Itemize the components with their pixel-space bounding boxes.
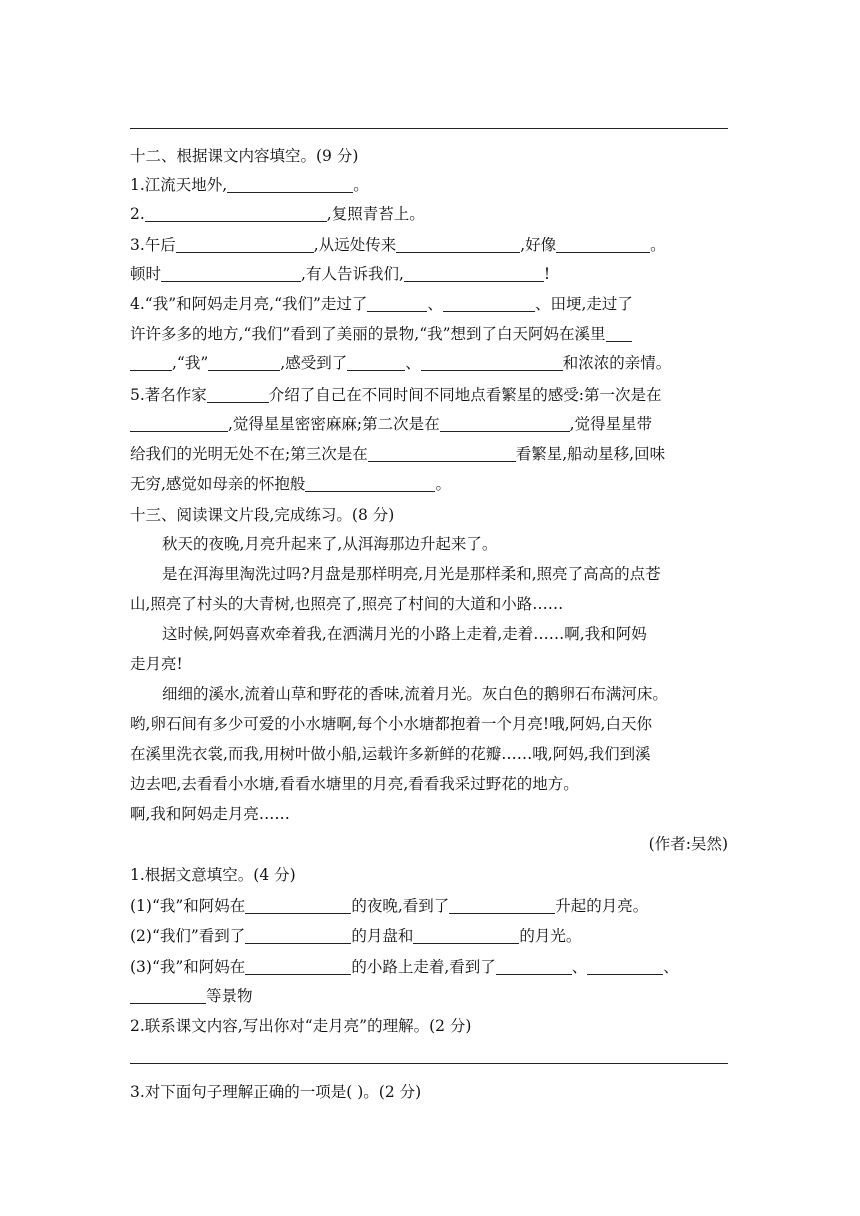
question-13-1-3-cont: 等景物 [130,986,750,1006]
question-13-1: 1.根据文意填空。(4 分) [130,866,296,884]
question-13-1-3: (3)“我”和阿妈在 的小路上走着,看到了 、 、 [130,958,679,976]
question-12-5: 5.著名作家 介绍了自己在不同时间不同地点看繁星的感受:第一次是在 [130,386,662,404]
answer-blank[interactable] [587,959,663,975]
answer-blank[interactable] [245,898,351,914]
passage-paragraph-4-cont3: 边去吧,去看看小水塘,看看水塘里的月亮,看看我采过野花的地方。 [130,775,579,793]
question-12-2: 2. ,复照青苔上。 [130,205,425,223]
answer-blank[interactable] [421,355,563,371]
question-12-3: 3.午后 ,从远处传来 ,好像 。 [130,236,666,254]
top-rule [130,128,728,129]
passage-paragraph-4: 细细的溪水,流着山草和野花的香味,流着月光。灰白色的鹅卵石布满河床。 [162,685,668,703]
question-12-4-cont1: 许许多多的地方,“我们”看到了美丽的景物,“我”想到了白天阿妈在溪里 [130,324,750,344]
answer-blank[interactable] [208,355,280,371]
section-13-title: 十三、阅读课文片段,完成练习。(8 分) [130,506,395,524]
answer-blank[interactable] [556,237,650,253]
answer-line[interactable] [130,1063,728,1064]
answer-blank[interactable] [404,266,544,282]
answer-blank[interactable] [443,296,535,312]
answer-blank[interactable] [245,928,351,944]
passage-paragraph-4-cont2: 在溪里洗衣裳,而我,用树叶做小船,运载许多新鲜的花瓣……哦,阿妈,我们到溪 [130,745,651,763]
question-12-4: 4.“我”和阿妈走月亮,“我们”走过了 、 、田埂,走过了 [130,295,633,313]
question-13-3: 3.对下面句子理解正确的一项是( )。(2 分) [130,1083,422,1101]
answer-blank[interactable] [145,206,327,222]
answer-blank[interactable] [130,416,228,432]
answer-blank[interactable] [367,296,427,312]
passage-paragraph-1: 秋天的夜晚,月亮升起来了,从洱海那边升起来了。 [162,535,498,553]
question-12-5-cont3: 无穷,感觉如母亲的怀抱般 。 [130,475,451,493]
answer-blank[interactable] [245,959,351,975]
answer-blank[interactable] [227,177,353,193]
question-12-5-cont1: ,觉得星星密密麻麻;第二次是在 ,觉得星星带 [130,414,750,434]
question-12-4-cont2: ,“我” ,感受到了 、 和浓浓的亲情。 [130,353,750,373]
question-12-1: 1.江流天地外, 。 [130,176,369,194]
answer-blank[interactable] [347,355,405,371]
answer-blank[interactable] [606,326,632,342]
passage-paragraph-3: 这时候,阿妈喜欢牵着我,在洒满月光的小路上走着,走着……啊,我和阿妈 [162,625,647,643]
answer-blank[interactable] [161,266,301,282]
answer-blank[interactable] [207,387,269,403]
answer-blank[interactable] [413,928,519,944]
answer-blank[interactable] [496,959,572,975]
question-13-1-1: (1)“我”和阿妈在 的夜晚,看到了 升起的月亮。 [130,897,649,915]
answer-blank[interactable] [176,237,314,253]
answer-blank[interactable] [449,898,555,914]
question-12-5-cont2: 给我们的光明无处不在;第三次是在 看繁星,船动星移,回味 [130,445,666,463]
answer-blank[interactable] [368,446,516,462]
question-13-2: 2.联系课文内容,写出你对“走月亮”的理解。(2 分) [130,1017,472,1035]
answer-blank[interactable] [396,237,520,253]
passage-paragraph-5: 啊,我和阿妈走月亮…… [130,805,290,823]
answer-blank[interactable] [130,988,206,1004]
passage-paragraph-2: 是在洱海里淘洗过吗?月盘是那样明亮,月光是那样柔和,照亮了高高的点苍 [162,565,661,583]
passage-author: (作者:吴然) [648,835,728,853]
passage-paragraph-4-cont1: 哟,卵石间有多少可爱的小水塘啊,每个小水塘都抱着一个月亮!哦,阿妈,白天你 [130,715,652,733]
question-12-3-cont: 顿时 ,有人告诉我们, ! [130,265,551,283]
question-13-1-2: (2)“我们”看到了 的月盘和 的月光。 [130,927,582,945]
section-12-title: 十二、根据课文内容填空。(9 分) [130,147,359,165]
answer-blank[interactable] [130,355,172,371]
passage-paragraph-3-cont: 走月亮! [130,655,183,673]
passage-paragraph-2-cont: 山,照亮了村头的大青树,也照亮了,照亮了村间的大道和小路…… [130,595,564,613]
answer-blank[interactable] [440,416,570,432]
answer-blank[interactable] [305,476,435,492]
